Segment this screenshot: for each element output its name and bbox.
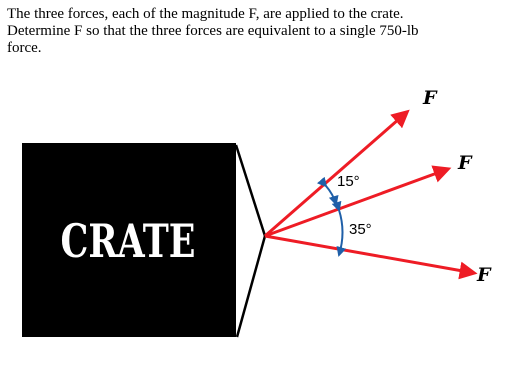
support-line-lower	[237, 236, 265, 337]
problem-line-1: The three forces, each of the magnitude F, are applied to the crate.	[7, 6, 404, 22]
angle-label-15: 15°	[337, 173, 360, 190]
crate-label: CRATE	[60, 214, 196, 268]
angle-label-35: 35°	[349, 221, 372, 238]
force-label-lower: F	[477, 264, 491, 286]
force-label-middle: F	[458, 152, 472, 174]
angle-arc-15	[326, 186, 336, 204]
force-arrow-lower	[265, 236, 474, 273]
problem-line-2: Determine F so that the three forces are equivalent to a single 750-lb	[7, 23, 419, 39]
force-label-upper: F	[423, 87, 437, 109]
force-arrow-upper	[265, 112, 407, 236]
support-line-upper	[236, 145, 265, 236]
problem-line-3: force.	[7, 40, 42, 56]
